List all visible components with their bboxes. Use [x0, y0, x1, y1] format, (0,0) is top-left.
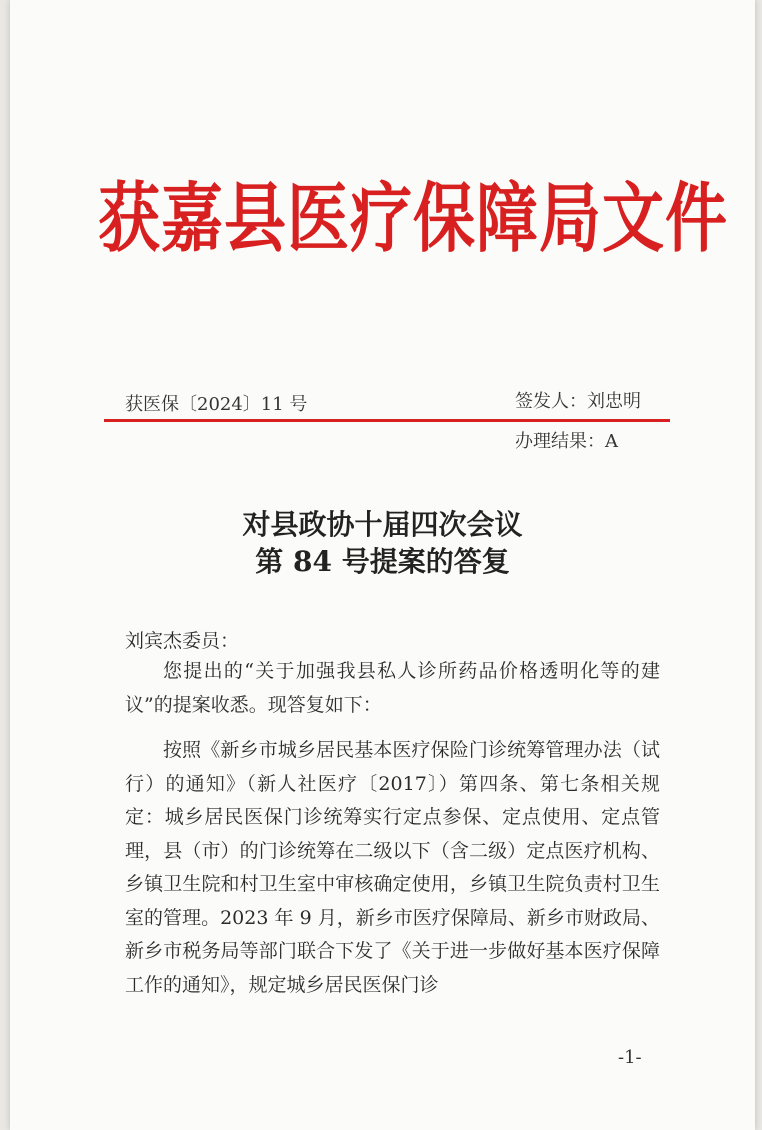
handling-result: 办理结果：A: [515, 431, 618, 452]
body-paragraph-2: 按照《新乡市城乡居民基本医疗保险门诊统筹管理办法（试行）的通知》（新人社医疗〔2017〕）第四条、第七条相关规定：城乡居民医保门诊统筹实行定点参保、定点使用、定点管理，县（市）的门诊统筹在二级以下（含二级）定点医疗机构、乡镇卫生院和村卫生室中审核确定使用，乡镇卫生院负责村卫生室的管理。2023 年 9 月，新乡市医疗保障局、新乡市财政局、新乡市税务局等部门联合下发了《关于进一步做好基本医疗保障工作的通知》，规定城乡居民医保门诊: [125, 739, 660, 996]
document-number: 获医保〔2024〕11 号: [125, 394, 308, 415]
page-number: -1-: [618, 1047, 642, 1068]
issuer-signature: 签发人：刘忠明: [515, 391, 641, 412]
document-title-line-1: 对县政协十届四次会议: [242, 508, 523, 541]
body-paragraph-1: 您提出的“关于加强我县私人诊所药品价格透明化等的建议”的提案收悉。现答复如下：: [125, 660, 660, 716]
document-title-line-2: 第 84 号提案的答复: [255, 545, 510, 578]
red-header-title: 获嘉县医疗保障局文件: [98, 173, 729, 263]
salutation: 刘宾杰委员：: [125, 630, 240, 652]
red-divider-line: [104, 419, 670, 422]
document-page: [10, 0, 755, 1130]
